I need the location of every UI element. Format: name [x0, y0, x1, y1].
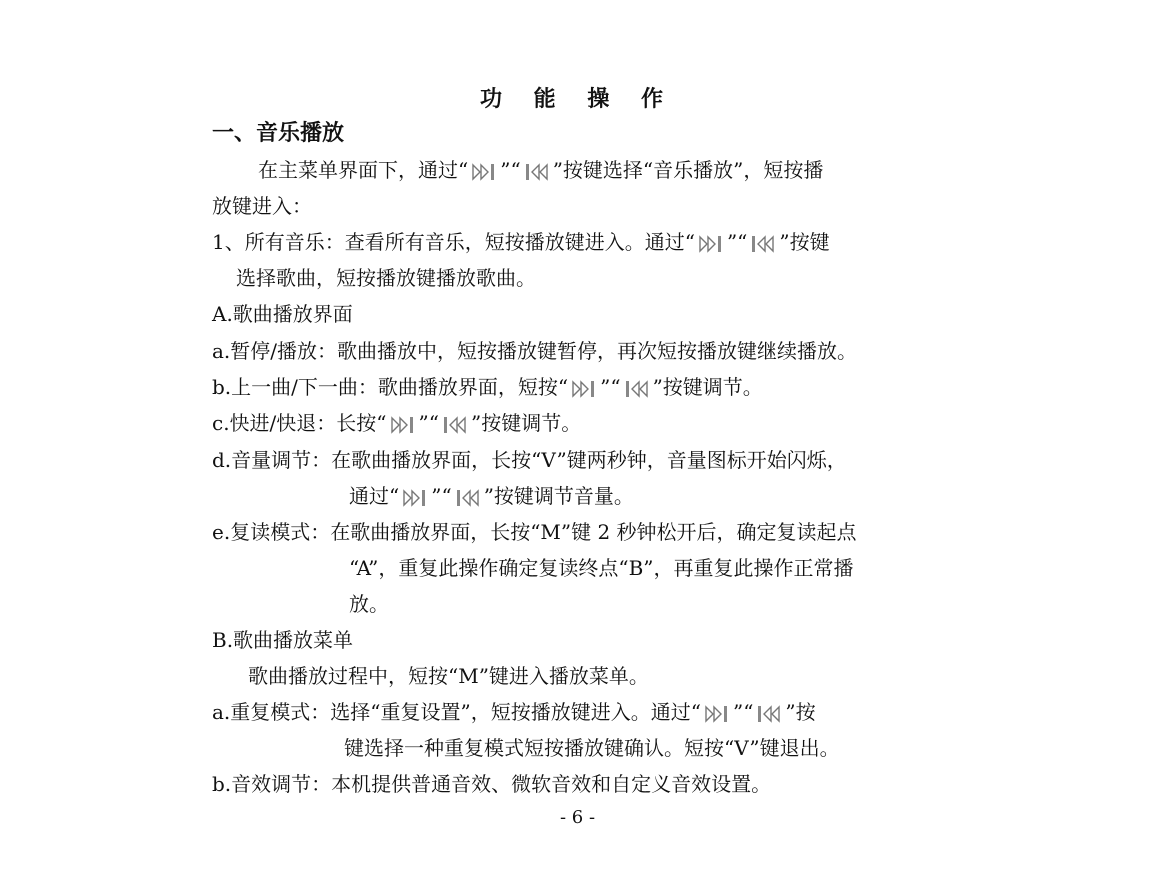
prev-next-text-a: b.上一曲/下一曲：歌曲播放界面，短按“ [212, 375, 569, 399]
repeat-mode-text-b: ”“ [732, 700, 754, 724]
next-track-icon [390, 415, 416, 435]
intro-line-2: 放键进入： [212, 194, 312, 218]
prev-track-icon [624, 379, 650, 399]
volume-text-a: 通过“ [349, 484, 400, 508]
volume-text-c: ”按键调节音量。 [483, 484, 634, 508]
sub-heading-b: B.歌曲播放菜单 [212, 628, 354, 652]
repeat-mode-line-2: 键选择一种重复模式短按播放键确认。短按“V”键退出。 [344, 736, 840, 760]
volume-line-2 [349, 482, 634, 510]
repeat-read-line-3: 放。 [349, 592, 389, 616]
item1-text-c: ”按键 [779, 230, 830, 254]
repeat-mode-text-a: a.重复模式：选择“重复设置”，短按播放键进入。通过“ [212, 700, 701, 724]
next-track-icon [571, 379, 597, 399]
prev-track-icon [750, 234, 776, 254]
next-track-icon [704, 704, 730, 724]
next-track-icon [698, 234, 724, 254]
volume-line-1: d.音量调节：在歌曲播放界面，长按“V”键两秒钟，音量图标开始闪烁， [212, 448, 847, 472]
fast-forward-line [212, 409, 581, 437]
ff-text-c: ”按键调节。 [470, 411, 582, 435]
prev-track-icon [442, 415, 468, 435]
item1-text-a: 1、所有音乐：查看所有音乐，短按播放键进入。通过“ [212, 230, 695, 254]
pause-play-line: a.暂停/播放：歌曲播放中，短按播放键暂停，再次短按播放键继续播放。 [212, 339, 858, 363]
ff-text-b: ”“ [418, 411, 439, 435]
repeat-mode-text-c: ”按 [785, 700, 816, 724]
page-title: 功 能 操 作 [480, 87, 675, 112]
intro-line-1 [258, 156, 823, 184]
repeat-read-line-1: e.复读模式：在歌曲播放界面，长按“M”键 2 秒钟松开后，确定复读起点 [212, 520, 857, 544]
sub-heading-a: A.歌曲播放界面 [212, 302, 353, 326]
repeat-read-line-2: “A”，重复此操作确定复读终点“B”，再重复此操作正常播 [349, 556, 854, 580]
page-number: - 6 - [559, 807, 596, 828]
prev-next-line [212, 373, 763, 401]
next-track-icon [471, 162, 497, 182]
eq-line: b.音效调节：本机提供普通音效、微软音效和自定义音效设置。 [212, 772, 772, 796]
repeat-mode-line-1 [212, 698, 816, 726]
prev-next-text-b: ”“ [600, 375, 621, 399]
menu-intro-line: 歌曲播放过程中，短按“M”键进入播放菜单。 [248, 664, 649, 688]
item1-text-b: ”“ [726, 230, 748, 254]
next-track-icon [402, 488, 428, 508]
item1-line-2: 选择歌曲，短按播放键播放歌曲。 [236, 266, 536, 290]
section-heading: 一、音乐播放 [212, 121, 345, 146]
ff-text-a: c.快进/快退：长按“ [212, 411, 387, 435]
prev-track-icon [524, 162, 550, 182]
prev-track-icon [756, 704, 782, 724]
volume-text-b: ”“ [431, 484, 452, 508]
prev-next-text-c: ”按键调节。 [652, 375, 763, 399]
intro-text-c: ”按键选择“音乐播放”，短按播 [552, 158, 824, 182]
prev-track-icon [455, 488, 481, 508]
intro-text-b: ”“ [500, 158, 521, 182]
intro-text-a: 在主菜单界面下，通过“ [258, 158, 469, 182]
item1-line-1 [212, 228, 830, 256]
